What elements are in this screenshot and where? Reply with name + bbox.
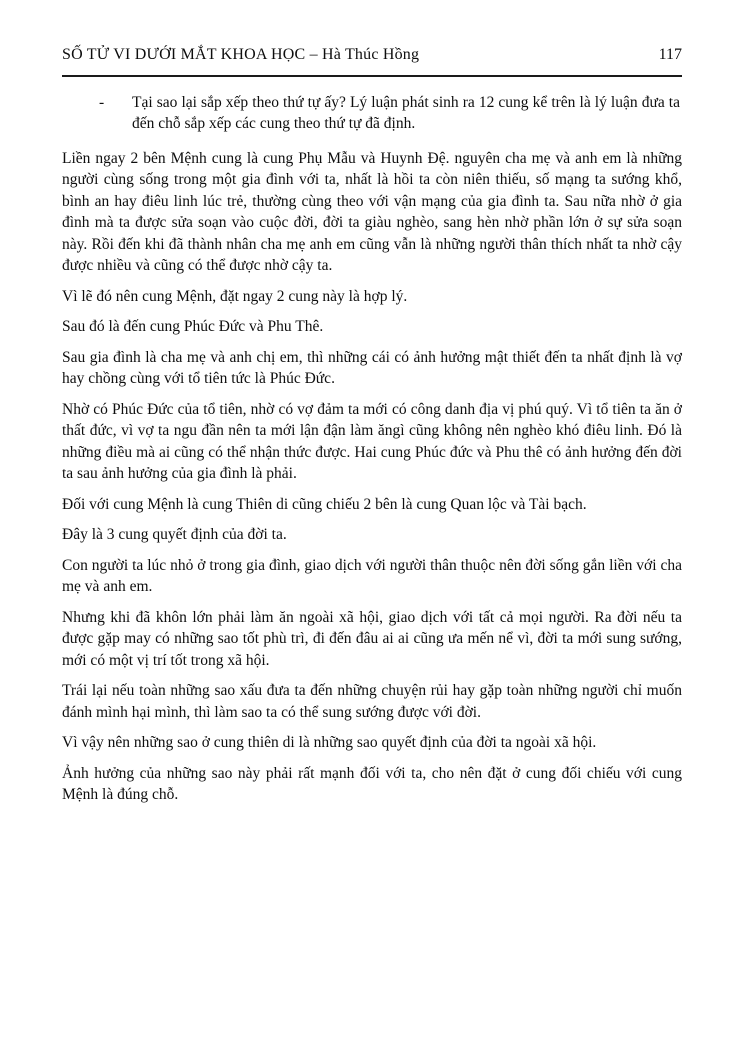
paragraph: Sau đó là đến cung Phúc Đức và Phu Thê. [62,318,324,335]
paragraph: Vì vậy nên những sao ở cung thiên di là những sao quyết định của đời ta ngoài xã hội. [62,734,597,751]
body-text [62,148,682,806]
paragraph: Nhờ có Phúc Đức của tổ tiên, nhờ có vợ đảm ta mới có công danh địa vị phú quý. Vì tổ tiên ta ăn ở thất đức, vì vợ ta ngu đần nên ta mới lận đận làm ăngì cũng không nên nghèo khó điêu linh. Đó là những điều mà ai cũng có thể nhận thức được. Hai cung Phúc đức và Phu thê có ảnh hưởng đến đời ta sau ảnh hưởng của gia đình là phải. [62,400,682,482]
paragraph: Con người ta lúc nhỏ ở trong gia đình, giao dịch với người thân thuộc nên đời sống gắn liền với cha mẹ và anh em. [62,556,682,595]
paragraph: Ảnh hưởng của những sao này phải rất mạnh đối với ta, cho nên đặt ở cung đối chiếu với cung Mệnh là đúng chỗ. [62,764,682,803]
bullet-marker: - [99,93,105,111]
paragraph: Liền ngay 2 bên Mệnh cung là cung Phụ Mẫu và Huynh Đệ. nguyên cha mẹ và anh em là những người cùng sống trong một gia đình với ta, nhất là hồi ta còn niên thiếu, số mạng ta sướng khổ, bình an hay điêu linh lúc trẻ, thường cùng theo với vận mạng của gia đình ta. Sau nữa nhờ ở gia đình mà ta được sửa soạn vào cuộc đời, đời ta giàu nghèo, sang hèn nhờ phần lớn ở sự sửa soạn này. Rồi đến khi đã thành nhân cha mẹ anh em cũng vẫn là những người thân thích nhất ta nhờ cậy được nhiều và cũng có thể được nhờ cậy ta. [62,149,682,274]
bullet-list-item [99,92,680,135]
paragraph: Vì lẽ đó nên cung Mệnh, đặt ngay 2 cung này là hợp lý. [62,287,408,305]
paragraph: Đây là 3 cung quyết định của đời ta. [62,526,287,543]
bullet-item-text: Tại sao lại sắp xếp theo thứ tự ấy? Lý luận phát sinh ra 12 cung kể trên là lý luận đưa ta đến chỗ sắp xếp các cung theo thứ tự đã định. [132,93,680,132]
paragraph: Đối với cung Mệnh là cung Thiên di cũng chiếu 2 bên là cung Quan lộc và Tài bạch. [62,495,587,513]
paragraph: Sau gia đình là cha mẹ và anh chị em, thì những cái có ảnh hưởng mật thiết đến ta nhất định là vợ hay chồng cùng với tổ tiên tức là Phúc Đức. [62,348,682,387]
page-number: 117 [658,46,682,63]
paragraph: Trái lại nếu toàn những sao xấu đưa ta đến những chuyện rủi hay gặp toàn những người chỉ muốn đánh mình hại mình, thì làm sao ta có thể sung sướng được với đời. [62,682,682,721]
paragraph: Nhưng khi đã khôn lớn phải làm ăn ngoài xã hội, giao dịch với tất cả mọi người. Ra đời nếu ta được gặp may có những sao tốt phù trì, đi đến đâu ai ai cũng ưa mến nể vì, đời ta mới sung sướng, mới có một vị trí tốt trong xã hội. [62,608,682,669]
header-title: SỐ TỬ VI DƯỚI MẮT KHOA HỌC – Hà Thúc Hồng [62,46,420,63]
page-header [62,44,682,77]
